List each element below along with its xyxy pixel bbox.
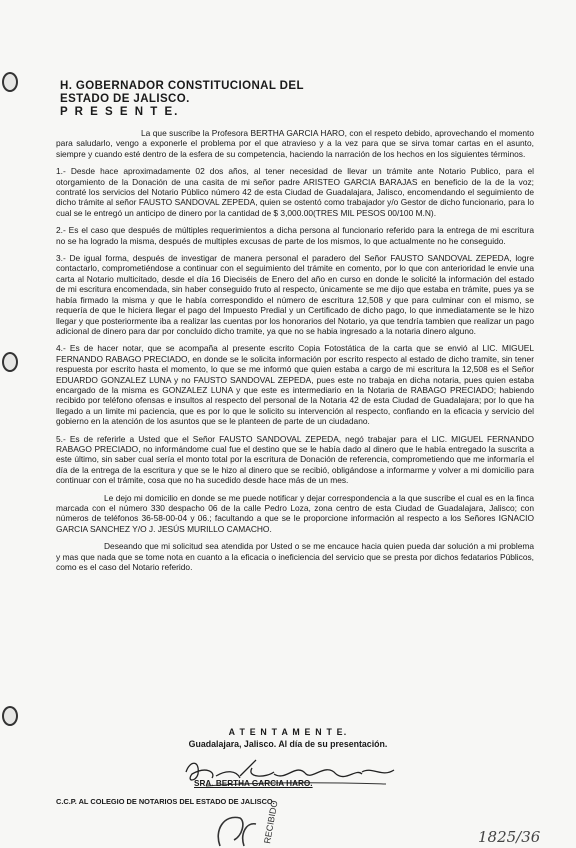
handwritten-number: 1825/36 [478, 828, 541, 846]
addressee-block [60, 80, 480, 119]
paragraph-4: 4.- Es de hacer notar, que se acompaña al presente escrito Copia Fotostática de la carta que se envió al LIC. MIGUEL FERNANDO RABAGO PRECIADO, en donde se le solicita información por escrito respecto al estado de dicho tramite, sin tener respuesta por escrito hasta el momento, lo que se me informó que quien estaba a cargo de mi escritura la 12,508 es el Señor EDUARDO GONZALEZ LUNA y no FAUSTO SANDOVAL ZEPEDA, pues este no trabaja en dicha notaria, pues quien estaba encargado de la misma es GONZALEZ LUNA y que este es intermediario en la Notaria de RABAGO PRECIADO; habiendo recibido por teléfono ofensas e insultos al respecto del personal de la Notaria 42 de esta Ciudad de Guadalajara; por lo que ha llegado a un limite mi paciencia, que es por lo que le solicito su intervención al respecto, confiando en la eficacia y servicio del gobierno en la atención de los asuntos que se le planteen de parte de un ciudadano. [56, 343, 534, 427]
paragraph-5: 5.- Es de referirle a Usted que el Señor FAUSTO SANDOVAL ZEPEDA, negó trabajar para el LIC. MIGUEL FERNANDO RABAGO PRECIADO, no informándome cual fue el destino que se le había dado al dinero que le había entregado la suscrita a este último, sin saber cual sería el monto total por la escritura de Donación de referencia, comprometiendo que me informaría el día de la entrega de la escritura y que se le hizo al dinero que se recibió, obligándose a informarme y volver a mi domicilio para continuar con el trámite, cosa que no ha sucedido desde hace más de un mes. [56, 433, 534, 486]
binder-hole-icon [2, 706, 18, 726]
binder-hole-icon [2, 72, 18, 92]
closing-atentamente: A T E N T A M E N T E. [228, 727, 348, 737]
intro-paragraph: La que suscribe la Profesora BERTHA GARCIA HARO, con el respeto debido, aprovechando el momento para saludarlo, vengo a exponerle el problema por el que atravieso y a la vez para que se sirva tomar cartas en el asunto, siempre y cuando esté dentro de la esfera de su competencia, haciendo la narración de los hechos en los siguientes términos. [56, 128, 534, 159]
ccp-line: C.C.P. AL COLEGIO DE NOTARIOS DEL ESTADO DE JALISCO. [56, 797, 275, 806]
signatory-name: SRA. BERTHA GARCIA HARO. [194, 779, 313, 788]
received-stamp [200, 800, 320, 848]
letter-body [56, 128, 534, 572]
request-paragraph: Deseando que mi solicitud sea atendida por Usted o se me encauce hacia quien pueda dar solución a mi problema y mas que nada que se tome nota en cuanto a la eficacia o ineficiencia del servicio que se presta por dichos fedatarios Públicos, como es el caso del Notario referido. [56, 541, 534, 573]
paragraph-2: 2.- Es el caso que después de múltiples requerimientos a dicha persona al funcionario referido para la entrega de mi escritura no se ha logrado la misma, después de multiples excusas de parte de los mismos, lo que actualmente no he conseguido. [56, 225, 534, 246]
addressee-line-2: ESTADO DE JALISCO. [60, 93, 190, 105]
addressee-line-3: P R E S E N T E. [60, 106, 180, 118]
domicile-paragraph: Le dejo mi domicilio en donde se me puede notificar y dejar correspondencia a la que suscribe el cual es en la finca marcada con el número 330 despacho 06 de la calle Pedro Loza, zona centro de esta Ciudad de Guadalajara, Jalisco; con números de teléfonos 36-58-00-04 y 06.; facultando a que se le proporcione información al respecto a los Señores IGNACIO GARCIA SANCHEZ Y/O J. JESÚS MURILLO CAMACHO. [56, 492, 534, 534]
addressee-line-1: H. GOBERNADOR CONSTITUCIONAL DEL [60, 80, 304, 92]
binder-hole-icon [2, 352, 18, 372]
closing-place-date: Guadalajara, Jalisco. Al día de su presentación. [188, 739, 388, 749]
stamp-received-text: RECIBIDO [262, 800, 280, 845]
paragraph-3: 3.- De igual forma, después de investigar de manera personal el paradero del Señor FAUSTO SANDOVAL ZEPEDA, logre contactarlo, comprometiéndose a continuar con el seguimiento del trámite en comento, por lo que con anterioridad le envie una carta al Notario multicitado, desde el día 16 Dieciséis de Enero del año en curso en donde le solicité la información del estado de mi escritura encomendada, sin haber conseguido fruto al respecto, únicamente se me dijo que estaba en trámite, pues ya se había firmado la misma y que le había correspondido el número de escritura 12,508 y que para culminar con el mismo, se requería de que le hiciera llegar el pago del Impuesto Predial y un Certificado de dicho pago, lo que inmediatamente se le hizo llegar y que posteriormente iba a realizar las cuentas por los honorarios del Notario, ya que tendría tambien que realizar un pago adicional de dinero para dar por concluido dicho tramite, ya que no se habia ingresado a la notaria dinero alguno. [56, 253, 534, 336]
closing-block [0, 726, 576, 750]
paragraph-1: 1.- Desde hace aproximadamente 02 dos años, al tener necesidad de llevar un trámite ante Notario Publico, para el otorgamiento de la Donación de una casita de mi señor padre ARISTEO GARCIA BARAJAS en beneficio de la de la voz; contraté los servicios del Notario Público número 42 de esta Ciudad de Guadalajara, Jalisco, encomendando el seguimiento de dicho trámite al señor FAUSTO SANDOVAL ZEPEDA, quien se ostentó como trabajador y/o Gestor de dicho funcionario, para lo cual se le entregó un anticipo de dinero por la cantidad de $ 3,000.00(TRES MIL PESOS 00/100 M.N). [56, 166, 534, 218]
